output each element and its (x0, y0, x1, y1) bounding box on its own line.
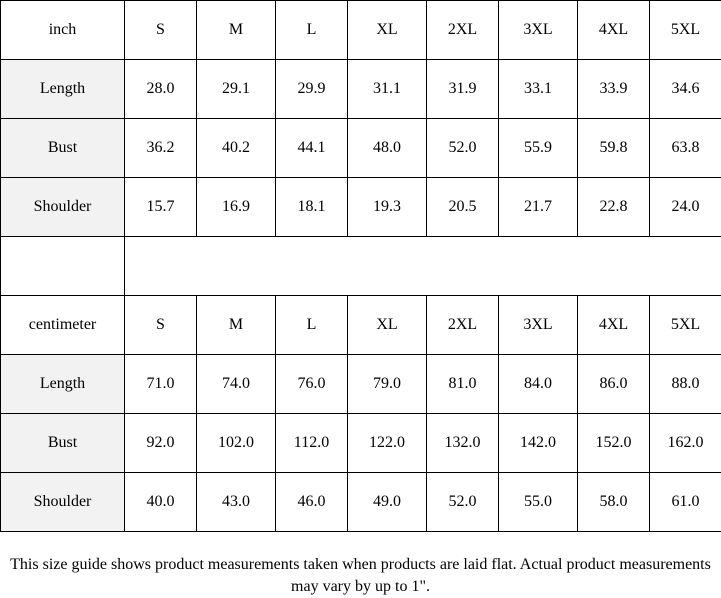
measurement-value: 31.9 (427, 60, 499, 119)
measurement-value: 34.6 (650, 60, 721, 119)
measurement-value: 33.1 (499, 60, 578, 119)
table-row (1, 473, 721, 532)
measurement-value: 76.0 (276, 355, 348, 414)
measurement-label-shoulder: Shoulder (1, 178, 125, 237)
measurement-value: 15.7 (125, 178, 197, 237)
size-header-xl: XL (348, 296, 427, 355)
measurement-value: 162.0 (650, 414, 721, 473)
measurement-value: 22.8 (578, 178, 650, 237)
measurement-value: 43.0 (197, 473, 276, 532)
measurement-value: 86.0 (578, 355, 650, 414)
measurement-value: 88.0 (650, 355, 721, 414)
measurement-value: 102.0 (197, 414, 276, 473)
spacer-cell (197, 237, 276, 296)
measurement-value: 61.0 (650, 473, 721, 532)
measurement-value: 132.0 (427, 414, 499, 473)
table-row (1, 178, 721, 237)
measurement-value: 44.1 (276, 119, 348, 178)
measurement-value: 63.8 (650, 119, 721, 178)
measurement-value: 55.0 (499, 473, 578, 532)
measurement-value: 16.9 (197, 178, 276, 237)
measurement-value: 59.8 (578, 119, 650, 178)
measurement-label-shoulder: Shoulder (1, 473, 125, 532)
measurement-label-length: Length (1, 355, 125, 414)
measurement-value: 58.0 (578, 473, 650, 532)
size-header-4xl: 4XL (578, 1, 650, 60)
measurement-value: 52.0 (427, 473, 499, 532)
measurement-value: 55.9 (499, 119, 578, 178)
measurement-value: 29.9 (276, 60, 348, 119)
measurement-value: 20.5 (427, 178, 499, 237)
size-header-m: M (197, 296, 276, 355)
size-header-xl: XL (348, 1, 427, 60)
size-header-l: L (276, 296, 348, 355)
measurement-value: 112.0 (276, 414, 348, 473)
spacer-cell (1, 237, 125, 296)
size-header-s: S (125, 1, 197, 60)
measurement-value: 84.0 (499, 355, 578, 414)
size-guide-note: This size guide shows product measurements taken when products are laid flat. Actual product measurements may vary by up to 1". (10, 556, 711, 595)
table-row (1, 60, 721, 119)
inch-header-row (1, 1, 721, 60)
measurement-label-bust: Bust (1, 119, 125, 178)
size-header-l: L (276, 1, 348, 60)
size-header-2xl: 2XL (427, 296, 499, 355)
size-header-4xl: 4XL (578, 296, 650, 355)
measurement-value: 52.0 (427, 119, 499, 178)
measurement-value: 92.0 (125, 414, 197, 473)
measurement-value: 71.0 (125, 355, 197, 414)
measurement-value: 21.7 (499, 178, 578, 237)
size-header-2xl: 2XL (427, 1, 499, 60)
size-header-5xl: 5XL (650, 296, 721, 355)
spacer-row (1, 237, 721, 296)
spacer-cell (125, 237, 197, 296)
measurement-value: 28.0 (125, 60, 197, 119)
size-header-3xl: 3XL (499, 1, 578, 60)
measurement-value: 19.3 (348, 178, 427, 237)
size-header-5xl: 5XL (650, 1, 721, 60)
measurement-value: 40.0 (125, 473, 197, 532)
cm-header-row (1, 296, 721, 355)
size-header-m: M (197, 1, 276, 60)
measurement-value: 18.1 (276, 178, 348, 237)
measurement-value: 40.2 (197, 119, 276, 178)
measurement-label-bust: Bust (1, 414, 125, 473)
table-row (1, 119, 721, 178)
measurement-value: 79.0 (348, 355, 427, 414)
measurement-label-length: Length (1, 60, 125, 119)
table-row (1, 414, 721, 473)
measurement-value: 36.2 (125, 119, 197, 178)
measurement-value: 46.0 (276, 473, 348, 532)
measurement-value: 24.0 (650, 178, 721, 237)
spacer-cell (650, 237, 721, 296)
measurement-value: 49.0 (348, 473, 427, 532)
spacer-cell (578, 237, 650, 296)
inch-unit-label: inch (1, 1, 125, 60)
measurement-value: 142.0 (499, 414, 578, 473)
size-header-3xl: 3XL (499, 296, 578, 355)
measurement-value: 33.9 (578, 60, 650, 119)
cm-unit-label: centimeter (1, 296, 125, 355)
spacer-cell (499, 237, 578, 296)
measurement-value: 29.1 (197, 60, 276, 119)
measurement-value: 74.0 (197, 355, 276, 414)
size-header-s: S (125, 296, 197, 355)
measurement-value: 31.1 (348, 60, 427, 119)
spacer-cell (348, 237, 427, 296)
measurement-value: 48.0 (348, 119, 427, 178)
spacer-cell (427, 237, 499, 296)
measurement-value: 122.0 (348, 414, 427, 473)
measurement-value: 81.0 (427, 355, 499, 414)
spacer-cell (276, 237, 348, 296)
table-row (1, 355, 721, 414)
measurement-value: 152.0 (578, 414, 650, 473)
